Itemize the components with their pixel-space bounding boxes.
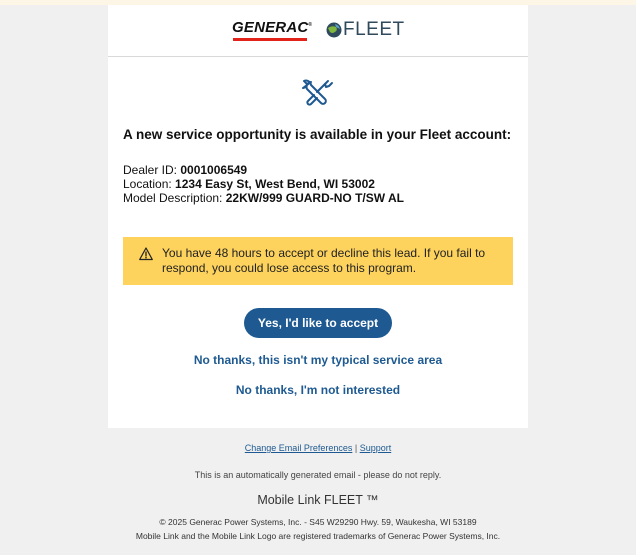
model-row: Model Description: 22KW/999 GUARD-NO T/SW AL [123, 191, 404, 205]
change-email-preferences-link[interactable]: Change Email Preferences [244, 443, 353, 453]
copyright-text: © 2025 Generac Power Systems, Inc. - S45 W29290 Hwy. 59, Waukesha, WI 53189 [159, 517, 477, 527]
warning-triangle-icon [139, 247, 153, 261]
model-value: 22KW/999 GUARD-NO T/SW AL [225, 191, 404, 205]
fleet-logo-text: FLEET [343, 19, 405, 40]
warning-banner [123, 237, 513, 285]
warning-text: You have 48 hours to accept or decline this lead. If you fail to respond, you could lose access to this program. [162, 246, 486, 275]
trademark-text: Mobile Link and the Mobile Link Logo are registered trademarks of Generac Power Systems, Inc. [135, 531, 501, 541]
decline-service-area-link[interactable]: No thanks, this isn't my typical service area [193, 353, 443, 367]
accept-button[interactable]: Yes, I'd like to accept [244, 308, 392, 338]
auto-generated-notice: This is an automatically generated email - please do not reply. [194, 470, 442, 480]
product-name: Mobile Link FLEET ™ [257, 493, 379, 507]
tools-icon [302, 77, 334, 109]
footer-links [0, 443, 636, 453]
globe-icon [326, 22, 342, 38]
support-link[interactable]: Support [359, 443, 392, 453]
lead-details [123, 163, 404, 205]
dealer-id-value: 0001006549 [180, 163, 248, 177]
generac-logo-underline [233, 38, 307, 41]
generac-logo: GENERAC® [232, 19, 312, 36]
generac-logo-text: GENERAC [232, 19, 309, 36]
fleet-logo [326, 19, 405, 41]
headline: A new service opportunity is available in your Fleet account: [123, 127, 512, 142]
location-row: Location: 1234 Easy St, West Bend, WI 53002 [123, 177, 375, 191]
decline-not-interested-link[interactable]: No thanks, I'm not interested [235, 383, 401, 397]
location-value: 1234 Easy St, West Bend, WI 53002 [175, 177, 375, 191]
footer-separator: | [352, 443, 360, 453]
dealer-id-row: Dealer ID: 0001006549 [123, 163, 248, 177]
email-header [108, 5, 528, 57]
email-card [108, 5, 528, 428]
